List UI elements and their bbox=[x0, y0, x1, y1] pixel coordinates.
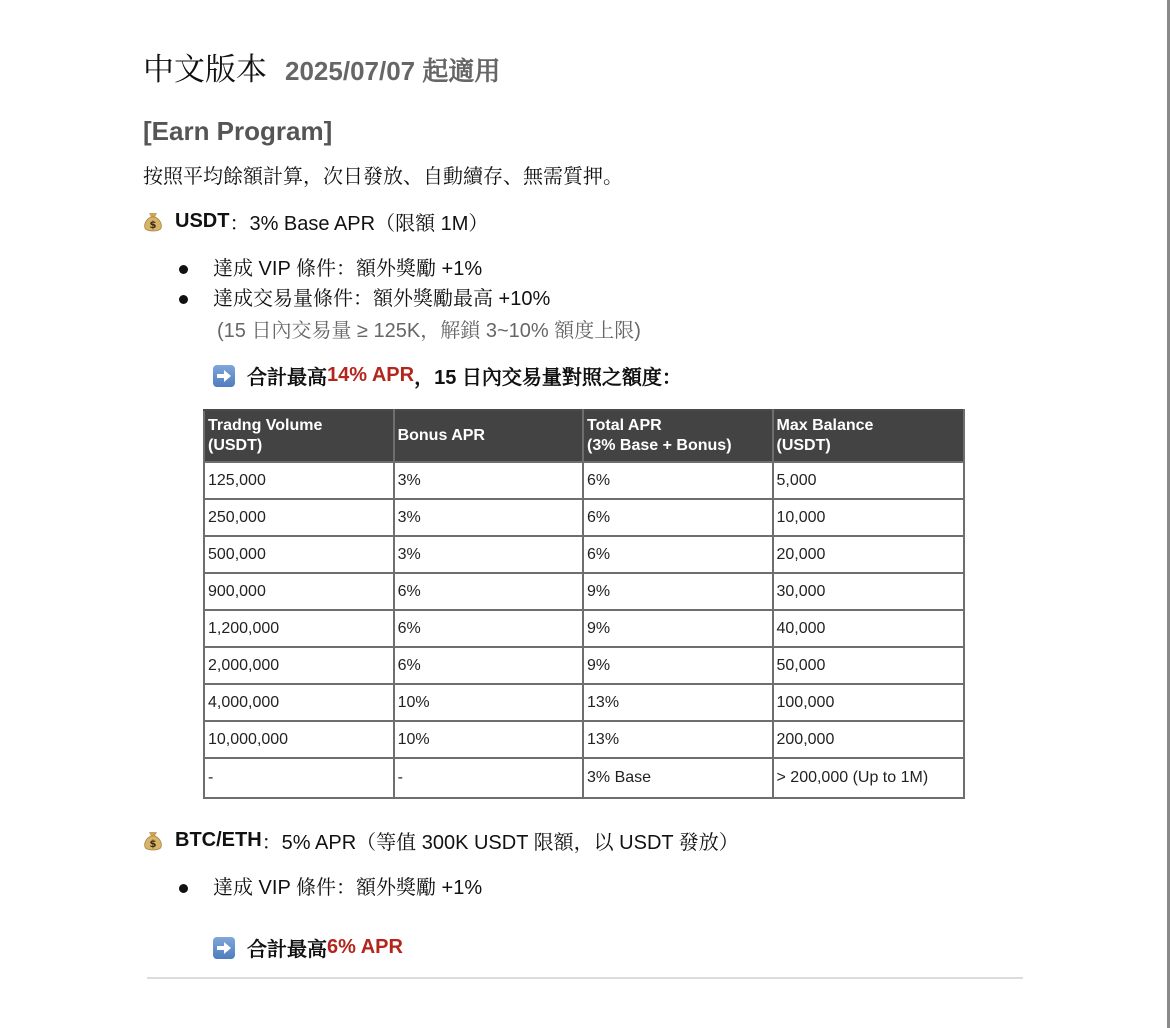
cell-max-balance: 30,000 bbox=[773, 573, 965, 610]
cell-volume: 10,000,000 bbox=[204, 721, 394, 758]
cell-bonus-apr: 3% bbox=[394, 462, 583, 499]
cell-bonus-apr: 3% bbox=[394, 499, 583, 536]
cell-max-balance: 200,000 bbox=[773, 721, 965, 758]
cell-total-apr: 6% bbox=[583, 536, 772, 573]
table-header-row bbox=[204, 410, 964, 462]
usdt-total-prefix: 合計最高 bbox=[247, 367, 327, 389]
btc-eth-rate-text: ：5% APR（等值 300K USDT 限額，以 USDT 發放） bbox=[261, 832, 739, 854]
cell-total-apr: 6% bbox=[583, 499, 772, 536]
cell-total-apr: 9% bbox=[583, 610, 772, 647]
btc-eth-total-line bbox=[213, 933, 403, 962]
usdt-total-highlight: 14% APR bbox=[327, 364, 415, 386]
cell-bonus-apr: 6% bbox=[394, 610, 583, 647]
table-row bbox=[204, 647, 964, 684]
section-heading: [Earn Program] bbox=[143, 116, 333, 146]
cell-total-apr: 13% bbox=[583, 684, 772, 721]
cell-volume: 500,000 bbox=[204, 536, 394, 573]
title-language: 中文版本 bbox=[143, 52, 267, 87]
cell-volume: - bbox=[204, 758, 394, 798]
header-trading-volume: Tradng Volume (USDT) bbox=[204, 410, 394, 462]
cell-bonus-apr: - bbox=[394, 758, 583, 798]
header-total-apr: Total APR (3% Base + Bonus) bbox=[583, 410, 772, 462]
cell-bonus-apr: 10% bbox=[394, 721, 583, 758]
cell-bonus-apr: 3% bbox=[394, 536, 583, 573]
cell-total-apr: 3% Base bbox=[583, 758, 772, 798]
table-row bbox=[204, 573, 964, 610]
header-max-balance: Max Balance (USDT) bbox=[773, 410, 965, 462]
cell-total-apr: 9% bbox=[583, 647, 772, 684]
money-bag-icon bbox=[143, 830, 163, 852]
usdt-rate-text: ：3% Base APR（限額 1M） bbox=[229, 213, 489, 235]
svg-text:$: $ bbox=[149, 219, 157, 231]
cell-volume: 1,200,000 bbox=[204, 610, 394, 647]
cell-volume: 900,000 bbox=[204, 573, 394, 610]
cell-volume: 125,000 bbox=[204, 462, 394, 499]
table-row bbox=[204, 499, 964, 536]
table-row bbox=[204, 758, 964, 798]
cell-bonus-apr: 6% bbox=[394, 647, 583, 684]
cell-max-balance: 100,000 bbox=[773, 684, 965, 721]
cell-bonus-apr: 10% bbox=[394, 684, 583, 721]
cell-bonus-apr: 6% bbox=[394, 573, 583, 610]
btc-eth-rate-line bbox=[143, 826, 739, 855]
table-row bbox=[204, 462, 964, 499]
effective-date: 2025/07/07 起適用 bbox=[285, 56, 501, 86]
btc-eth-vip-condition: 達成 VIP 條件：額外獎勵 +1% bbox=[177, 873, 482, 903]
table-row bbox=[204, 684, 964, 721]
cell-total-apr: 6% bbox=[583, 462, 772, 499]
right-arrow-icon bbox=[213, 365, 235, 387]
cell-max-balance: 5,000 bbox=[773, 462, 965, 499]
usdt-volume-condition: 達成交易量條件：額外獎勵最高 +10% bbox=[177, 284, 550, 314]
table-row bbox=[204, 721, 964, 758]
cell-total-apr: 13% bbox=[583, 721, 772, 758]
header-bonus-apr: Bonus APR bbox=[394, 410, 583, 462]
usdt-total-suffix: ，15 日內交易量對照之額度： bbox=[414, 367, 682, 389]
cell-max-balance: > 200,000 (Up to 1M) bbox=[773, 758, 965, 798]
usdt-rate-line bbox=[143, 207, 488, 236]
btc-eth-total-highlight: 6% APR bbox=[327, 936, 403, 958]
cell-max-balance: 20,000 bbox=[773, 536, 965, 573]
section-description: 按照平均餘額計算，次日發放、自動續存、無需質押。 bbox=[143, 166, 623, 188]
usdt-volume-note: (15 日內交易量 ≥ 125K，解鎖 3~10% 額度上限) bbox=[217, 320, 641, 342]
cell-max-balance: 50,000 bbox=[773, 647, 965, 684]
btc-eth-total-prefix: 合計最高 bbox=[247, 939, 327, 961]
cell-volume: 2,000,000 bbox=[204, 647, 394, 684]
usdt-vip-condition: 達成 VIP 條件：額外獎勵 +1% bbox=[177, 254, 550, 284]
cell-total-apr: 9% bbox=[583, 573, 772, 610]
usdt-conditions-list bbox=[177, 254, 550, 314]
cell-volume: 250,000 bbox=[204, 499, 394, 536]
table-row bbox=[204, 536, 964, 573]
right-arrow-icon bbox=[213, 937, 235, 959]
page-title bbox=[143, 44, 500, 89]
volume-tier-table bbox=[203, 409, 965, 799]
money-bag-icon bbox=[143, 211, 163, 233]
usdt-asset-label: USDT bbox=[175, 210, 230, 232]
usdt-total-line bbox=[213, 361, 682, 390]
horizontal-divider bbox=[147, 977, 1023, 979]
btc-eth-asset-label: BTC/ETH bbox=[175, 829, 262, 851]
btc-eth-conditions-list bbox=[177, 873, 482, 903]
cell-volume: 4,000,000 bbox=[204, 684, 394, 721]
table-row bbox=[204, 610, 964, 647]
cell-max-balance: 10,000 bbox=[773, 499, 965, 536]
svg-text:$: $ bbox=[149, 838, 157, 850]
cell-max-balance: 40,000 bbox=[773, 610, 965, 647]
